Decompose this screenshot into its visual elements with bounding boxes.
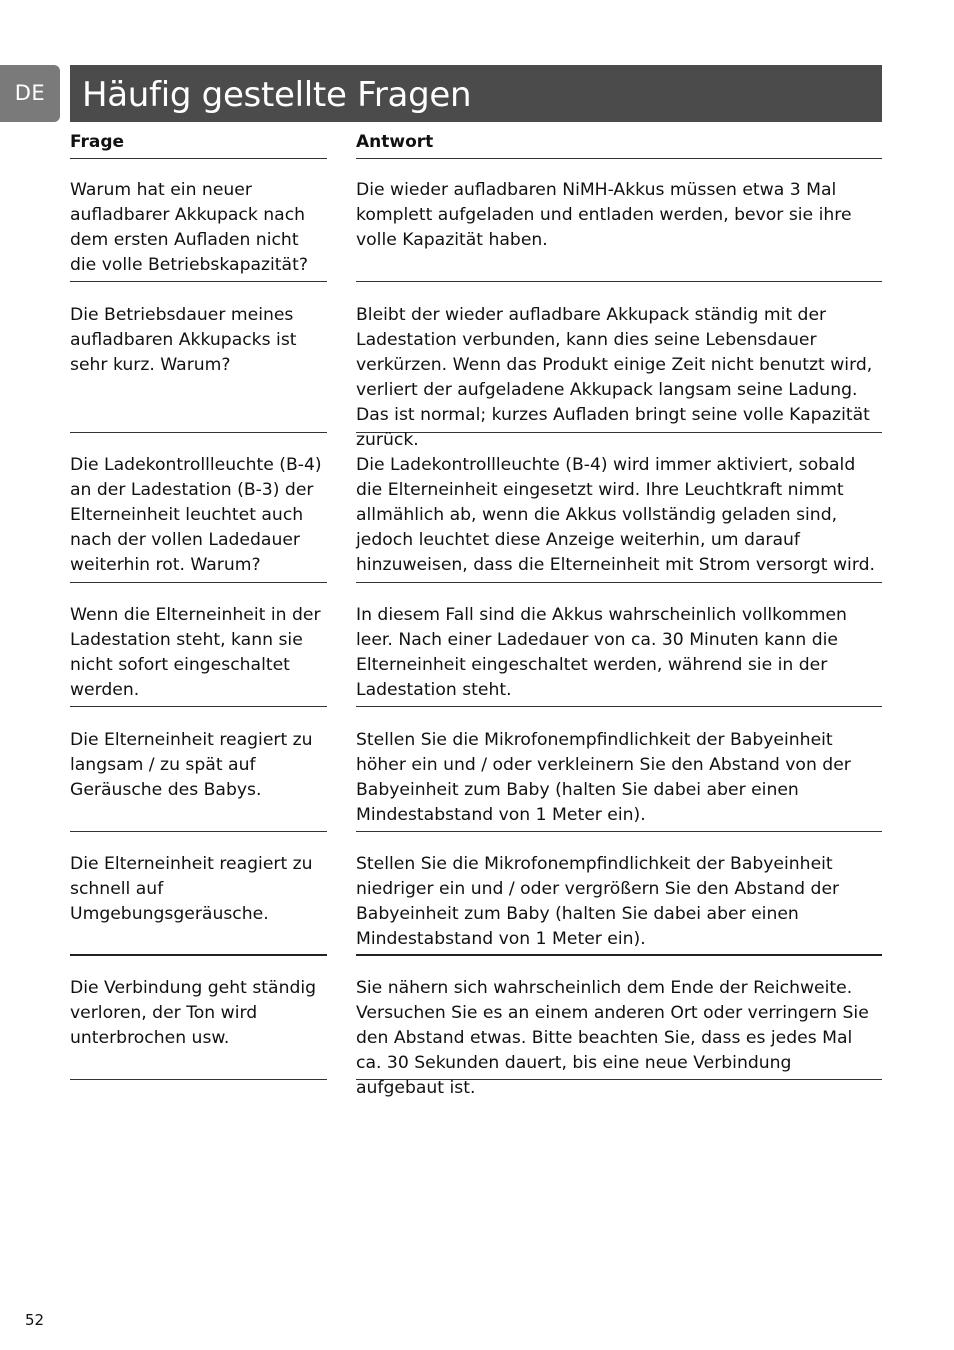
faq-answer: Stellen Sie die Mikrofonempfindlichkeit der Babyeinheit höher ein und / oder verkleinern Sie den Abstand von der Babyeinheit zum Baby (halten Sie dabei aber einen Mindestabstand von 1 Meter ein). (356, 708, 882, 832)
faq-row-5 (70, 708, 882, 832)
faq-row-2 (70, 283, 882, 450)
faq-question: Die Verbindung geht ständig verloren, der Ton wird unterbrochen usw. (70, 956, 327, 1080)
faq-question: Die Elterneinheit reagiert zu schnell auf Umgebungsgeräusche. (70, 832, 327, 956)
faq-answer: Bleibt der wieder aufladbare Akkupack ständig mit der Ladestation verbunden, kann dies seine Lebensdauer verkürzen. Wenn das Produkt einige Zeit nicht benutzt wird, verliert der aufgeladene Akkupack langsam seine Ladung. Das ist normal; kurzes Aufladen bringt seine volle Kapazität zurück. (356, 283, 882, 433)
faq-row-6 (70, 832, 882, 956)
faq-answer: Die wieder aufladbaren NiMH-Akkus müssen etwa 3 Mal komplett aufgeladen und entladen werden, bevor sie ihre volle Kapazität haben. (356, 158, 882, 282)
faq-row-4 (70, 583, 882, 707)
faq-question: Warum hat ein neuer aufladbarer Akkupack nach dem ersten Aufladen nicht die volle Betriebskapazität? (70, 158, 327, 282)
column-header-question: Frage (70, 128, 327, 159)
column-header-answer: Antwort (356, 128, 882, 159)
faq-question: Die Betriebsdauer meines aufladbaren Akkupacks ist sehr kurz. Warum? (70, 283, 327, 433)
faq-answer: In diesem Fall sind die Akkus wahrscheinlich vollkommen leer. Nach einer Ladedauer von ca. 30 Minuten kann die Elterneinheit eingeschaltet werden, während sie in der Ladestation steht. (356, 583, 882, 707)
faq-answer: Stellen Sie die Mikrofonempfindlichkeit der Babyeinheit niedriger ein und / oder vergrößern Sie den Abstand der Babyeinheit zum Baby (halten Sie dabei aber einen Mindestabstand von 1 Meter ein). (356, 832, 882, 956)
faq-question: Wenn die Elterneinheit in der Ladestation steht, kann sie nicht sofort eingeschaltet werden. (70, 583, 327, 707)
faq-question: Die Ladekontrollleuchte (B-4) an der Ladestation (B-3) der Elterneinheit leuchtet auch nach der vollen Ladedauer weiterhin rot. Warum? (70, 433, 327, 583)
title-bar (70, 65, 882, 122)
language-tab: DE (0, 65, 60, 122)
faq-row-1 (70, 158, 882, 282)
faq-row-7 (70, 956, 882, 1098)
faq-row-3 (70, 433, 882, 583)
faq-question: Die Elterneinheit reagiert zu langsam / zu spät auf Geräusche des Babys. (70, 708, 327, 832)
page-title: Häufig gestellte Fragen (82, 75, 472, 115)
faq-answer: Die Ladekontrollleuchte (B-4) wird immer aktiviert, sobald die Elterneinheit eingesetzt wird. Ihre Leuchtkraft nimmt allmählich ab, wenn die Akkus vollständig geladen sind, jedoch leuchtet diese Anzeige weiterhin, um darauf hinzuweisen, dass die Elterneinheit mit Strom versorgt wird. (356, 433, 882, 583)
page-number: 52 (25, 1311, 45, 1329)
faq-answer: Sie nähern sich wahrscheinlich dem Ende der Reichweite. Versuchen Sie es an einem anderen Ort oder verringern Sie den Abstand etwas. Bitte beachten Sie, dass es jedes Mal ca. 30 Sekunden dauert, bis eine neue Verbindung aufgebaut ist. (356, 956, 882, 1080)
